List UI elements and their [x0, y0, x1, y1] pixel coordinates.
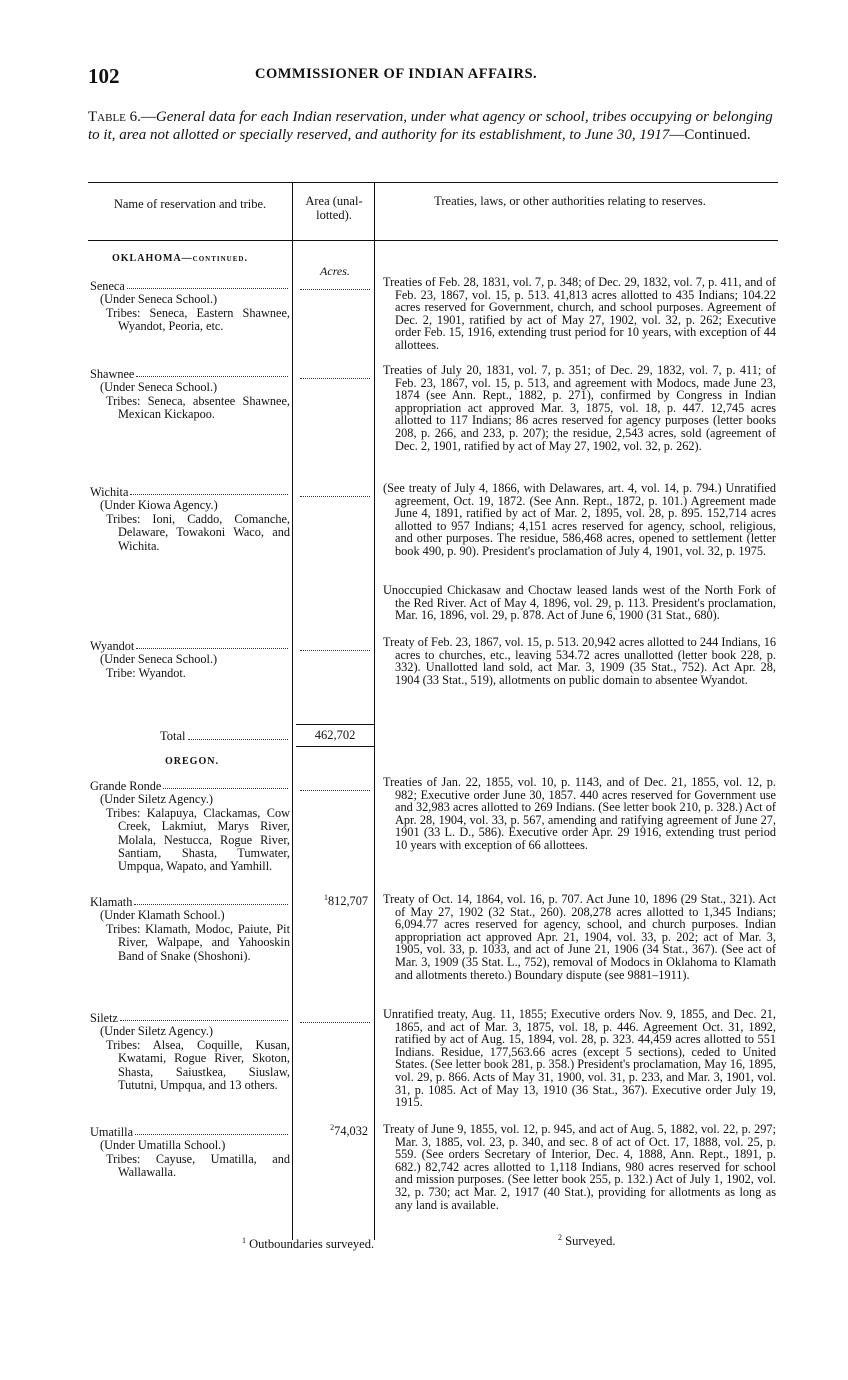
caption-dash: —: [140, 109, 156, 125]
running-title: COMMISSIONER OF INDIAN AFFAIRS.: [255, 66, 538, 82]
tribe-list: Tribes: Cayuse, Umatilla, and Wallawalla.: [106, 1151, 290, 1180]
area-leader: [300, 1022, 370, 1023]
reservation-entry: [90, 780, 290, 874]
caption-suffix: —Continued.: [669, 127, 751, 143]
agency-name: (Under Seneca School.): [100, 380, 218, 395]
area-leader: [300, 790, 370, 791]
reservation-entry: [90, 1126, 290, 1180]
footnote: [242, 1236, 374, 1252]
reservation-entry: [90, 280, 290, 334]
footnote-mark: 2: [558, 1233, 562, 1242]
treaty-text: Treaty of June 9, 1855, vol. 12, p. 945, and act of Aug. 5, 1882, vol. 22, p. 297; Mar. 3, 1885, vol. 23, p. 340, and sec. 8 of act of Oct. 17, 1888, vol. 25, p. 559. (See orders Secretary of Interior, Dec. 4, 1888, Ann. Rept., 1891, p. 682.) 82,742 acres allotted to 1,118 Indians, 980 acres reserved for school and mission purposes. (See letter book 255, p. 132.) Act of July 1, 1902, vol. 32, p. 730; act Mar. 2, 1917 (40 Stat.), providing for allotments as long as any land is available.: [383, 1122, 776, 1212]
area-value: [296, 893, 372, 909]
area-leader: [300, 650, 370, 651]
treaty-text: Unoccupied Chickasaw and Choctaw leased lands west of the North Fork of the Red River. Act of May 4, 1896, vol. 29, p. 113. President's proclamation, Mar. 16, 1896, vol. 29, p. 878. Act of June 6, 1900 (31 Stat., 680).: [383, 583, 776, 623]
agency-name: (Under Umatilla School.): [100, 1138, 226, 1153]
reservation-name: Siletz: [90, 1011, 119, 1025]
reservation-name: Wichita: [90, 485, 129, 499]
footnote-mark: 2: [330, 1123, 335, 1132]
area-number: 812,707: [328, 894, 368, 909]
treaty-text: Treaties of Feb. 28, 1831, vol. 7, p. 348; of Dec. 29, 1832, vol. 7, p. 411, and of Feb. 23, 1867, vol. 15, p. 513. 41,813 acres allotted to 435 Indians; 104.22 acres reserved for Government, church, and school purposes. Agreement of Dec. 2, 1901, ratified by act of May 27, 1902, vol. 32, p. 262; Executive order Feb. 15, 1916, extending trust period for 10 years, with exception of 44 allottees.: [383, 275, 776, 352]
treaty-text: Treaty of Oct. 14, 1864, vol. 16, p. 707. Act June 10, 1896 (29 Stat., 321). Act of May 27, 1902 (32 Stat., 260). 208,278 acres allotted to 1,345 Indians; 6,094.77 acres reserved for agency, school, and church purposes. Indian appropriation act approved Apr. 21, 1904, vol. 33, p. 202; act of Mar. 3, 1905, vol. 33, p. 1033, and act of June 21, 1906 (34 Stat., 367). (See act of Mar. 3, 1909 (35 Stat. L., 752), removal of Modocs in Oklahoma to Klamath and allotments thereto.) Boundary dispute (see 9881–1911).: [383, 892, 776, 982]
reservation-entry: [90, 368, 290, 422]
total-value: 462,702: [314, 728, 356, 742]
reservation-name: Grande Ronde: [90, 779, 162, 793]
reservation-name: Klamath: [90, 895, 133, 909]
column-divider-1: [292, 182, 293, 1240]
reservation-name: Wyandot: [90, 639, 135, 653]
table-caption: [88, 108, 778, 144]
tribe-list: Tribe: Wyandot.: [106, 665, 186, 680]
treaty-text: (See treaty of July 4, 1866, with Delawares, art. 4, vol. 14, p. 794.) Unratified agreement, Oct. 19, 1872. (See Ann. Rept., 1872, p. 101.) Agreement made June 4, 1891, ratified by act of Mar. 2, 1895, vol. 28, p. 895. 152,714 acres allotted to 957 Indians; 4,151 acres reserved for agency, school, religious, and other purposes. The residue, 586,468 acres, opened to settlement (letter book 490, p. 90). President's proclamation of July 4, 1901, vol. 32, p. 1975.: [383, 481, 776, 558]
reservation-name: Umatilla: [90, 1125, 134, 1139]
column-header-name: Name of reservation and tribe.: [113, 197, 267, 211]
tribe-list: Tribes: Alsea, Coquille, Kusan, Kwatami, Rogue River, Skoton, Shasta, Saiustkea, Siuslaw, Tututni, Umpqua, and 13 others.: [106, 1037, 290, 1093]
footnote-mark: 1: [242, 1236, 246, 1245]
footnote-text: Surveyed.: [565, 1234, 616, 1249]
area-number: 74,032: [334, 1124, 368, 1139]
column-divider-2: [374, 182, 375, 1240]
reservation-entry: [90, 486, 290, 553]
reservation-name: Shawnee: [90, 367, 135, 381]
column-header-area: Area (unal-lotted).: [305, 194, 363, 222]
area-leader: [300, 378, 370, 379]
total-label: Total: [160, 729, 186, 743]
agency-name: (Under Klamath School.): [100, 908, 225, 923]
reservation-name: Seneca: [90, 279, 125, 293]
header-bottom-rule: [88, 240, 778, 241]
footnote-mark: 1: [324, 893, 329, 902]
reservation-entry: [90, 896, 290, 963]
treaty-text: Treaties of Jan. 22, 1855, vol. 10, p. 1143, and of Dec. 21, 1855, vol. 12, p. 982; Executive order June 30, 1857. 440 acres reserved for Government use and 32,983 acres allotted to 269 Indians. (See letter book 210, p. 328.) Act of Apr. 28, 1904, vol. 33, p. 567, amending and ratifying agreement of June 27, 1901 (33 L. D., 586). Executive order Apr. 29 1916, extending trust period 10 years with exception of 66 allottees.: [383, 775, 776, 852]
tribe-list: Tribes: Kalapuya, Clackamas, Cow Creek, Lakmiut, Marys River, Molala, Nestucca, Rogue River, Santiam, Shasta, Tumwater, Umpqua, Wapato, and Yamhill.: [106, 805, 290, 874]
agency-name: (Under Siletz Agency.): [100, 792, 213, 807]
state-heading-oklahoma: OKLAHOMA—continued.: [112, 253, 248, 264]
agency-name: (Under Kiowa Agency.): [100, 498, 218, 513]
page-number: 102: [88, 64, 120, 88]
area-value: [296, 1123, 372, 1139]
agency-name: (Under Siletz Agency.): [100, 1024, 213, 1039]
treaty-text: Unratified treaty, Aug. 11, 1855; Executive orders Nov. 9, 1855, and Dec. 21, 1865, and act of Mar. 3, 1875, vol. 18, p. 446. Agreement Oct. 31, 1892, ratified by act of Aug. 15, 1894, vol. 28, p. 323. 44,459 acres allotted to 551 Indians. Residue, 177,563.66 acres (except 5 sections), ceded to United States. (See letter book 281, p. 358.) President's proclamation, May 16, 1895, vol. 29, p. 866. Acts of May 31, 1900, vol. 31, p. 233, and Mar. 3, 1901, vol. 31, p. 1085. Act of May 13, 1910 (36 Stat., 367). Executive order July 19, 1915.: [383, 1007, 776, 1110]
area-unit-label: Acres.: [320, 264, 350, 278]
tribe-list: Tribes: Seneca, Eastern Shawnee, Wyandot, Peoria, etc.: [106, 305, 290, 334]
caption-text: General data for each Indian reservation, under what agency or school, tribes occupying or belonging to it, area not allotted or specially reserved, and authority for its establishment, to June 30, 1917: [88, 109, 773, 143]
area-leader: [300, 496, 370, 497]
column-header-treaties: Treaties, laws, or other authorities relating to reserves.: [434, 194, 706, 208]
table-label: Table 6.: [88, 109, 141, 125]
agency-name: (Under Seneca School.): [100, 292, 218, 307]
tribe-list: Tribes: Ioni, Caddo, Comanche, Delaware, Towakoni Waco, and Wichita.: [106, 511, 290, 553]
treaty-text: Treaties of July 20, 1831, vol. 7, p. 351; of Dec. 29, 1832, vol. 7, p. 411; of Feb. 23, 1867, vol. 15, p. 513, and agreement with Modocs, made June 23, 1874 (see Ann. Rept., 1882, p. 271), confirmed by Congress in Indian appropriation act approved Mar. 3, 1875, vol. 18, p. 447. 12,745 acres allotted to 117 Indians; 86 acres reserved for agency purposes (letter books 208, p. 266, and 233, p. 207); the residue, 2,543 acres, sold (agreement of Dec. 2, 1901, ratified by act of May 27, 1902, vol. 32, p. 262).: [383, 363, 776, 453]
treaty-text: Treaty of Feb. 23, 1867, vol. 15, p. 513. 20,942 acres allotted to 244 Indians, 16 acres to churches, etc., leaving 534.72 acres unallotted (letter book 228, p. 332). Unallotted land sold, act Mar. 3, 1909 (35 Stat., 752). Act Apr. 28, 1904 (33 Stat., 519), allotments on public domain to absentee Wyandot.: [383, 635, 777, 687]
table-top-rule: [88, 182, 778, 183]
reservation-entry: [90, 640, 290, 680]
total-rule-top: [296, 724, 374, 725]
total-row: [160, 729, 290, 744]
tribe-list: Tribes: Klamath, Modoc, Paiute, Pit River, Walpape, and Yahooskin Band of Snake (Shoshoni).: [106, 921, 290, 963]
total-rule-bottom: [296, 746, 374, 747]
state-heading-oregon: OREGON.: [165, 756, 219, 767]
reservation-entry: [90, 1012, 290, 1092]
area-leader: [300, 289, 370, 290]
footnote: [558, 1233, 615, 1249]
footnote-text: Outboundaries surveyed.: [249, 1237, 375, 1252]
agency-name: (Under Seneca School.): [100, 652, 218, 667]
tribe-list: Tribes: Seneca, absentee Shawnee, Mexican Kickapoo.: [106, 393, 290, 422]
